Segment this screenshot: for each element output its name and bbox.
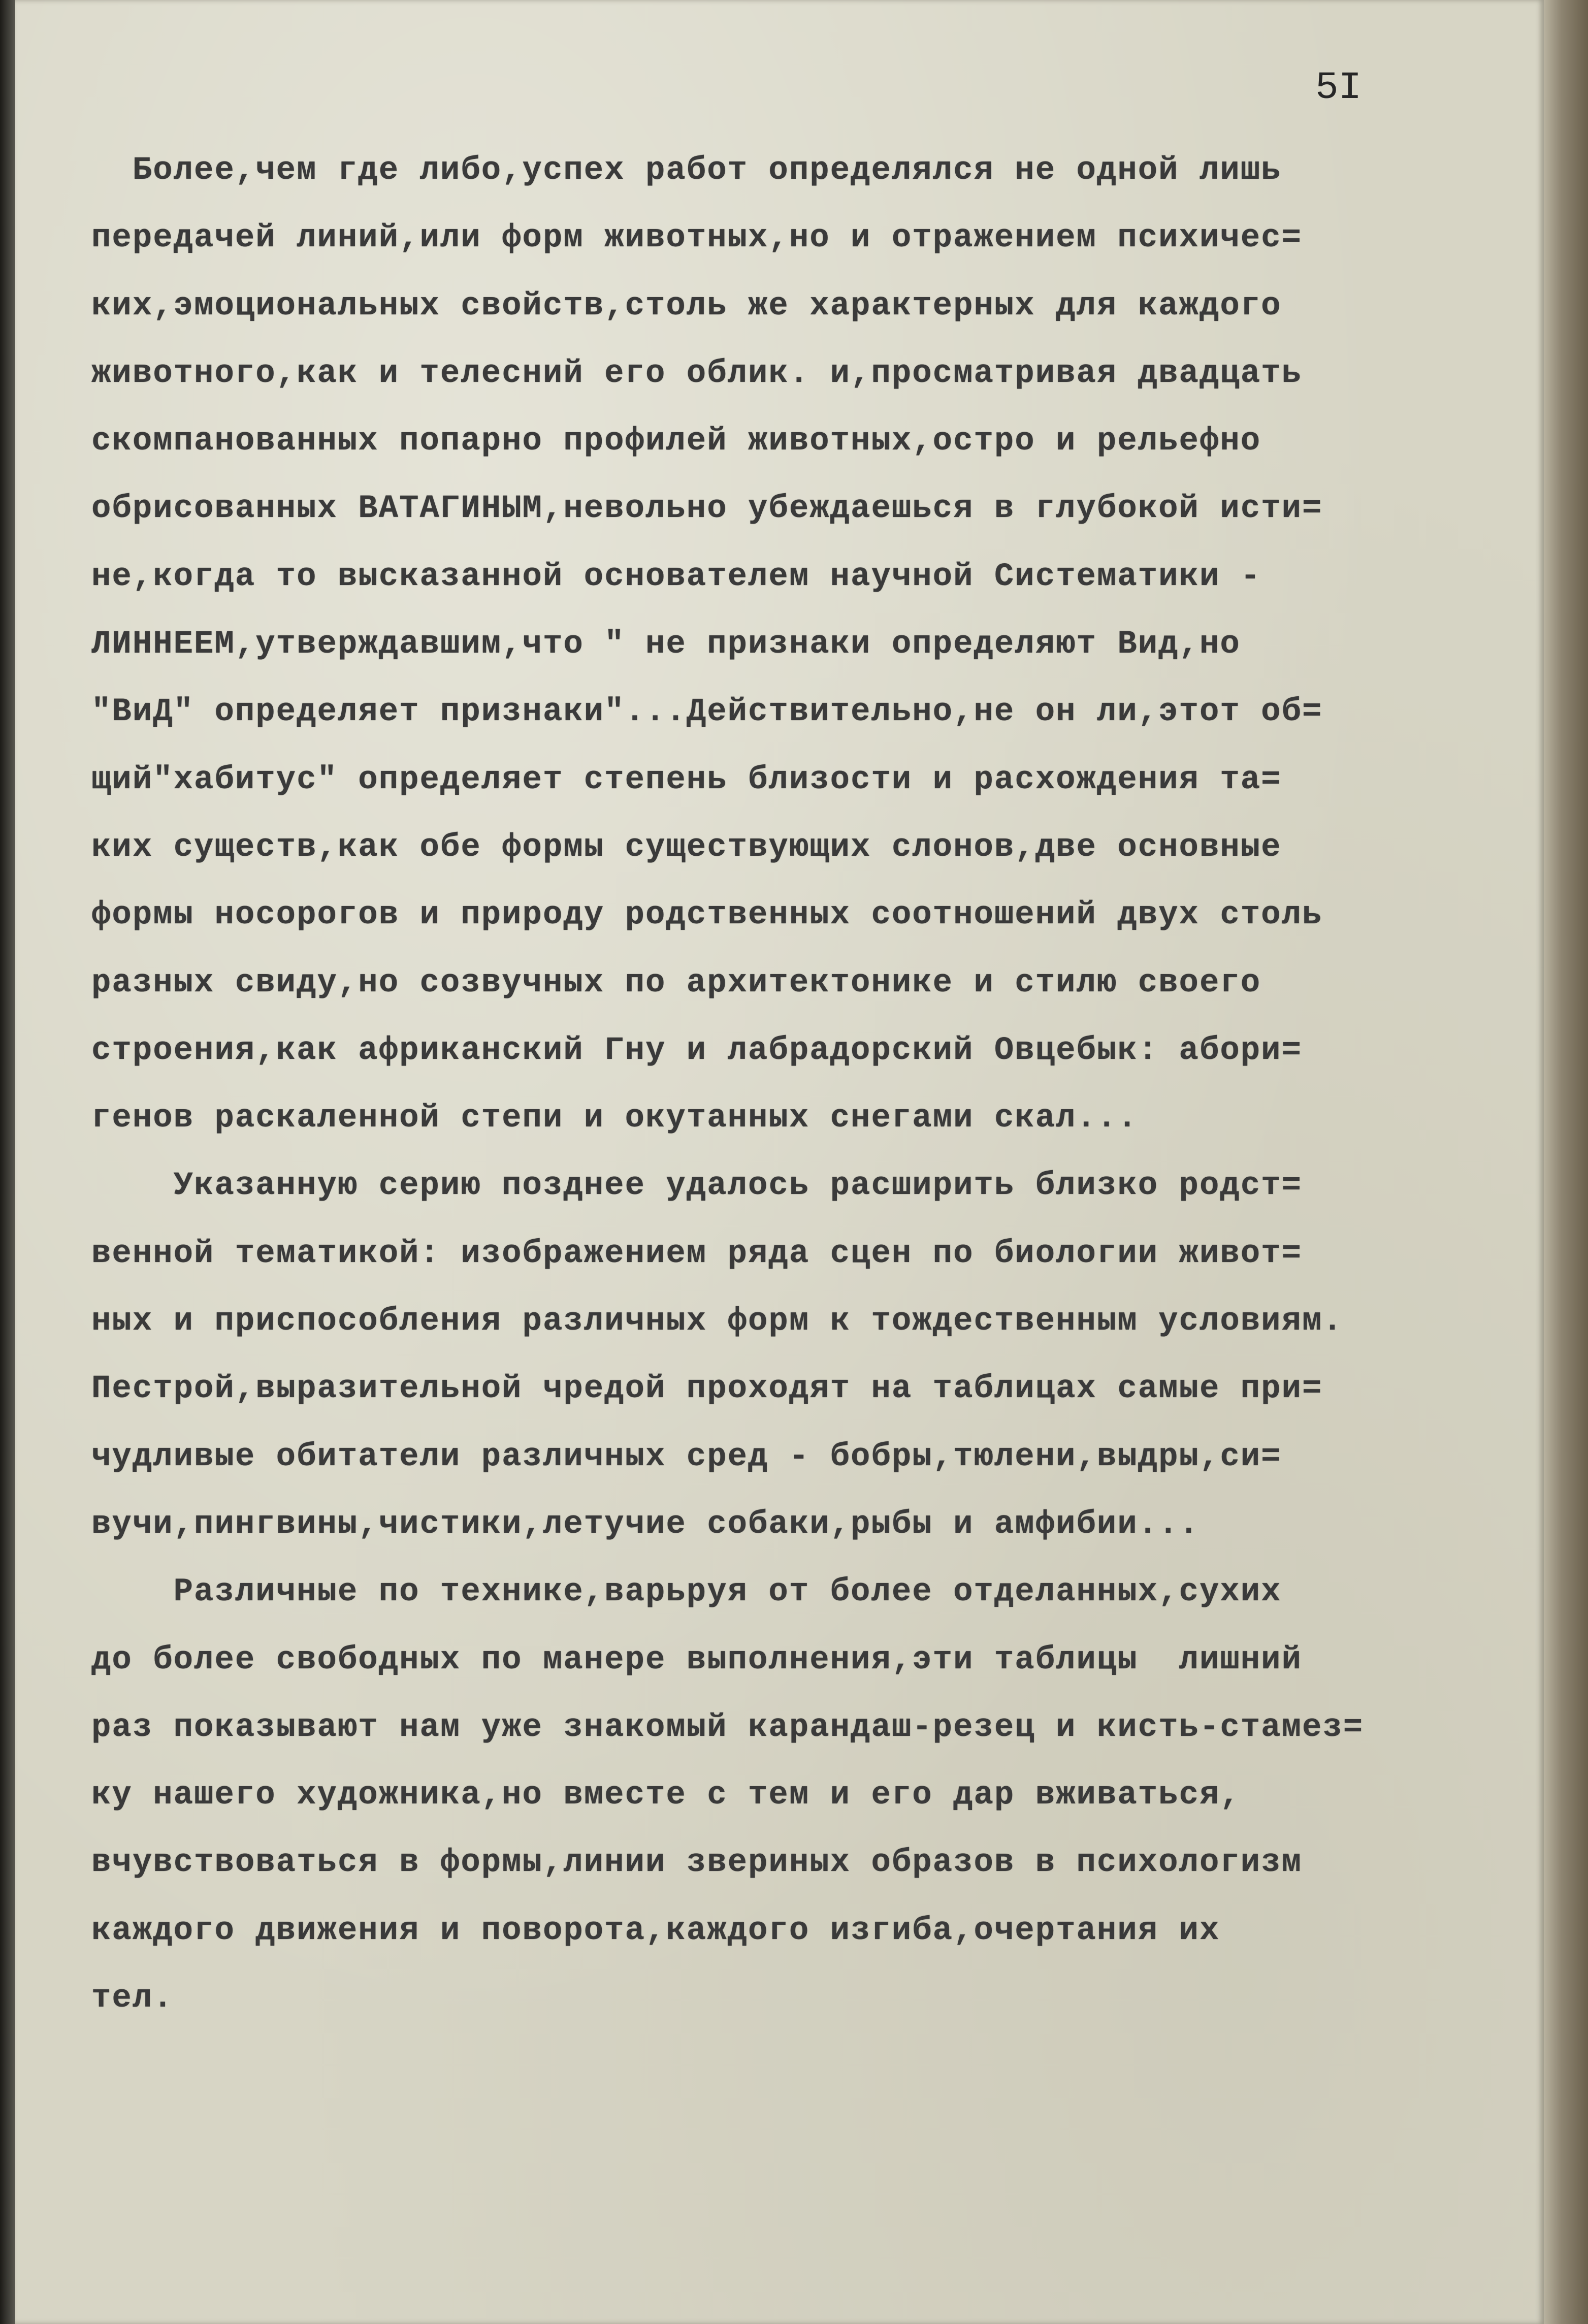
text-line: строения,как африканский Гну и лабрадорский Овцебык: абори=: [91, 1032, 1302, 1069]
text-line: вучи,пингвины,чистики,летучие собаки,рыбы и амфибии...: [91, 1506, 1200, 1543]
text-line: генов раскаленной степи и окутанных снегами скал...: [91, 1100, 1138, 1137]
paragraph-1: [91, 137, 1513, 1152]
text-line: не,когда то высказанной основателем научной Систематики -: [91, 558, 1261, 595]
text-line: животного,как и телесний его облик. и,просматривая двадцать: [91, 355, 1302, 392]
page-number: 5I: [1315, 66, 1362, 110]
text-line: вчувствоваться в формы,линии звериных образов в психологизм: [91, 1845, 1302, 1882]
text-line: Указанную серию позднее удалось расширить близко родст=: [91, 1168, 1302, 1205]
text-line: венной тематикой: изображением ряда сцен по биологии живот=: [91, 1235, 1302, 1272]
text-line: до более свободных по манере выполнения,эти таблицы лишний: [91, 1641, 1302, 1679]
text-line: Пестрой,выразительной чредой проходят на таблицах самые при=: [91, 1371, 1323, 1408]
text-line: тел.: [91, 1980, 174, 2017]
text-line: разных свиду,но созвучных по архитектонике и стилю своего: [91, 964, 1261, 1002]
text-line: ных и приспособления различных форм к тождественным условиям.: [91, 1303, 1343, 1340]
paragraph-3: [91, 1559, 1513, 2032]
text-line: каждого движения и поворота,каждого изгиба,очертания их: [91, 1912, 1220, 1949]
paragraph-2: [91, 1152, 1513, 1559]
text-line: ку нашего художника,но вместе с тем и его дар вживаться,: [91, 1777, 1241, 1814]
body-text: [91, 137, 1513, 2032]
text-line: раз показывают нам уже знакомый карандаш-резец и кисть-стамез=: [91, 1709, 1364, 1746]
text-line: скомпанованных попарно профилей животных,остро и рельефно: [91, 423, 1261, 460]
adjacent-page-edge: [1544, 0, 1588, 2324]
text-line: Более,чем где либо,успех работ определялся не одной лишь: [91, 152, 1282, 189]
text-line: ЛИННЕЕМ,утверждавшим,что " не признаки определяют Вид,но: [91, 626, 1241, 663]
text-line: чудливые обитатели различных сред - бобры,тюлени,выдры,си=: [91, 1438, 1282, 1475]
text-line: ких,эмоциональных свойств,столь же характерных для каждого: [91, 287, 1282, 325]
text-line: передачей линий,или форм животных,но и отражением психичес=: [91, 220, 1302, 257]
text-line: "ВиД" определяет признаки"...Действительно,не он ли,этот об=: [91, 694, 1323, 731]
typewritten-page: [15, 0, 1544, 2324]
text-line: формы носорогов и природу родственных соотношений двух столь: [91, 897, 1323, 934]
scan-border-left: [0, 0, 15, 2324]
text-line: щий"хабитус" определяет степень близости и расхождения та=: [91, 761, 1282, 798]
text-line: Различные по технике,варьруя от более отделанных,сухих: [91, 1574, 1282, 1611]
text-line: ких существ,как обе формы существующих слонов,две основные: [91, 829, 1282, 866]
text-line: обрисованных ВАТАГИНЫМ,невольно убеждаешься в глубокой исти=: [91, 491, 1323, 528]
